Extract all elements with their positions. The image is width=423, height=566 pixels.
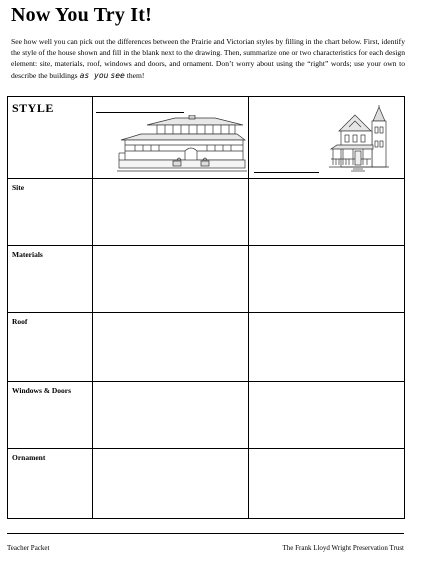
- chart-row-materials: [8, 246, 405, 313]
- row-label-cell: [8, 179, 93, 246]
- roof-house-1-cell[interactable]: [93, 313, 249, 382]
- handwritten-text-1: as you: [79, 70, 109, 80]
- materials-house-1-cell[interactable]: [93, 246, 249, 313]
- instructions-end: them!: [126, 70, 145, 80]
- row-label-cell: [8, 449, 93, 519]
- handwritten-text-2: see: [110, 70, 125, 80]
- instructions-paragraph: [11, 36, 405, 81]
- footer-left-text: Teacher Packet: [7, 544, 50, 552]
- site-house-1-cell[interactable]: [93, 179, 249, 246]
- house-1-style-blank[interactable]: [96, 112, 184, 113]
- chart-row-site: [8, 179, 405, 246]
- row-label-materials: Materials: [12, 250, 43, 259]
- roof-house-2-cell[interactable]: [249, 313, 405, 382]
- house-1-cell[interactable]: [93, 97, 249, 179]
- prairie-house-drawing: [117, 115, 247, 177]
- instructions-text: See how well you can pick out the differences between the Prairie and Victorian styles by filling in the chart below. First, identify the style of the house shown and fill in the blank next to the drawing. Then, summarize one or two characteristics for each design element: site, materials, roof, windows and doors, and ornament. Don’t worry about using the “right” words; use your own to describe the buildings: [11, 37, 405, 80]
- victorian-house-drawing: [329, 105, 395, 175]
- house-2-style-blank[interactable]: [254, 172, 319, 173]
- page-title: Now You Try It!: [11, 4, 152, 26]
- materials-house-2-cell[interactable]: [249, 246, 405, 313]
- style-label: STYLE: [12, 101, 54, 115]
- row-label-cell: [8, 313, 93, 382]
- row-label-ornament: Ornament: [12, 453, 46, 462]
- site-house-2-cell[interactable]: [249, 179, 405, 246]
- house-2-cell[interactable]: [249, 97, 405, 179]
- windows-doors-house-2-cell[interactable]: [249, 382, 405, 449]
- footer-divider: [7, 533, 404, 534]
- row-label-roof: Roof: [12, 317, 28, 326]
- windows-doors-house-1-cell[interactable]: [93, 382, 249, 449]
- footer-right-text: The Frank Lloyd Wright Preservation Trust: [282, 544, 404, 552]
- row-label-site: Site: [12, 183, 25, 192]
- row-label-cell: [8, 382, 93, 449]
- chart-row-roof: [8, 313, 405, 382]
- style-header-cell: [8, 97, 93, 179]
- chart-row-windows-doors: [8, 382, 405, 449]
- ornament-house-1-cell[interactable]: [93, 449, 249, 519]
- chart-header-row: [8, 97, 405, 179]
- row-label-windows-doors: Windows & Doors: [12, 386, 72, 395]
- ornament-house-2-cell[interactable]: [249, 449, 405, 519]
- chart-row-ornament: [8, 449, 405, 519]
- row-label-cell: [8, 246, 93, 313]
- comparison-chart: [7, 96, 405, 519]
